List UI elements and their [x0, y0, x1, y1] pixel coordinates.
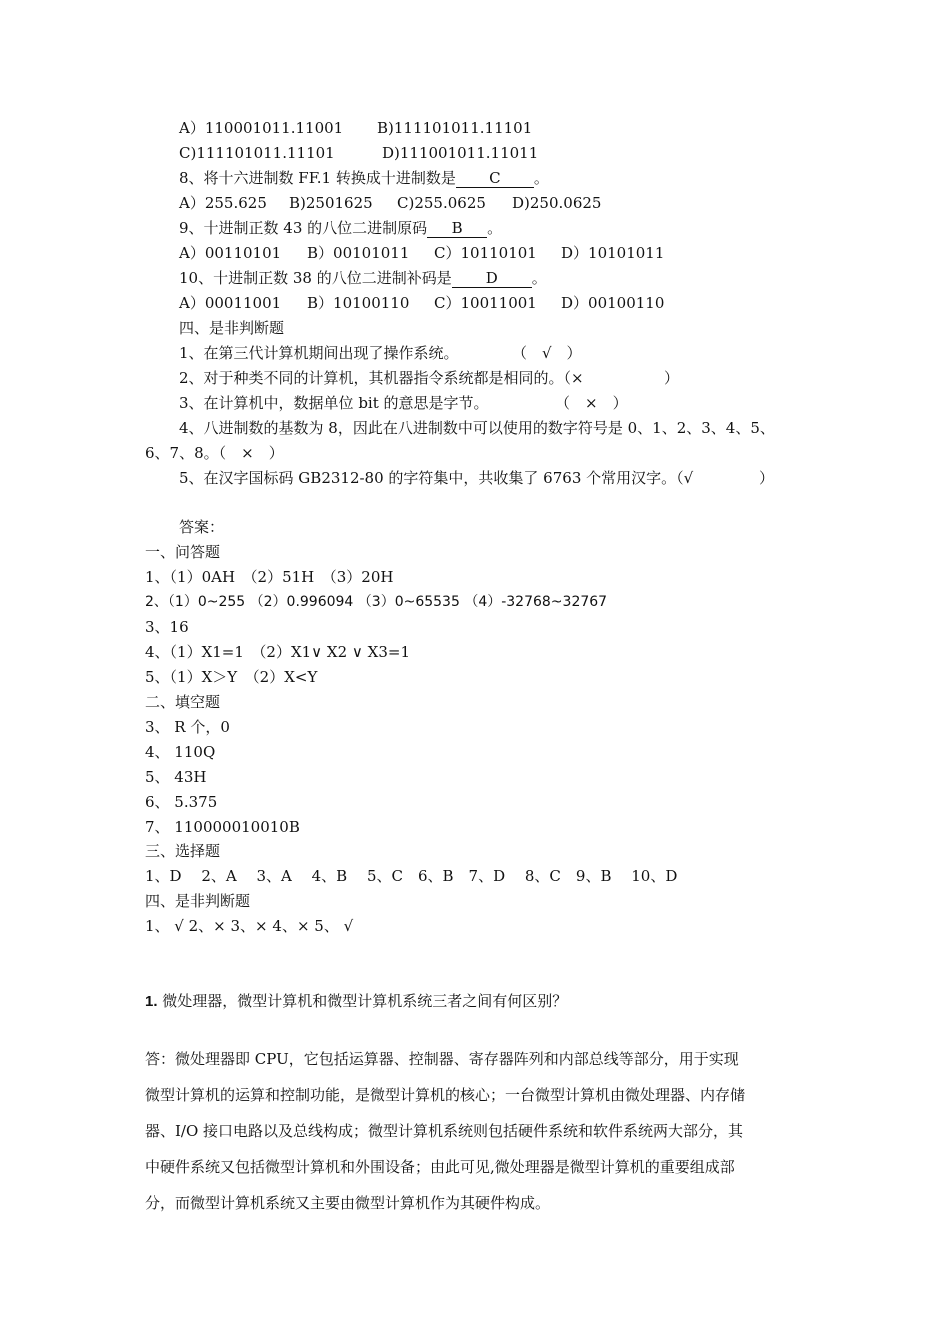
question-1-answer-line-2: 微型计算机的运算和控制功能，是微型计算机的核心；一台微型计算机由微处理器、内存储: [145, 1086, 746, 1104]
q10-option-c: C）10011001: [434, 294, 537, 312]
answers-section-4-title: 四、是非判断题: [145, 892, 251, 910]
answers-section-1-line-5: 5、（1）X＞Y （2）X<Y: [145, 668, 318, 686]
judge-item-2-text: 2、对于种类不同的计算机，其机器指令系统都是相同的。（×: [179, 369, 584, 387]
answers-section-1-title: 一、问答题: [145, 543, 221, 561]
q9-option-a: A）00110101: [179, 244, 282, 262]
q8-options: [179, 193, 601, 213]
q8-option-a: A）255.625: [179, 194, 267, 212]
q7-option-b: B)111101011.11101: [377, 119, 533, 137]
judge-item-1-text: 1、在第三代计算机期间出现了操作系统。: [179, 344, 459, 362]
judge-item-2: [179, 368, 679, 388]
answers-section-3-line: 1、D 2、A 3、A 4、B 5、C 6、B 7、D 8、C 9、B 10、D: [145, 867, 678, 885]
q9-option-c: C）10110101: [434, 244, 537, 262]
judge-section-heading: 四、是非判断题: [179, 319, 285, 337]
judge-item-5-text: 5、在汉字国标码 GB2312-80 的字符集中，共收集了 6763 个常用汉字。（√: [179, 469, 694, 487]
answers-section-1-line-1: 1、（1）0AH （2）51H （3）20H: [145, 568, 394, 586]
q7-options-row2: [179, 143, 538, 163]
q7-options-row1: [179, 118, 532, 138]
q10-end: 。: [531, 269, 547, 287]
q10-option-a: A）00011001: [179, 294, 282, 312]
q10-question: [179, 268, 547, 288]
answers-section-1-line-4: 4、（1）X1=1 （2）X1∨ X2 ∨ X3=1: [145, 643, 411, 661]
q9-question: [179, 218, 502, 238]
judge-item-1: [179, 343, 582, 363]
judge-item-4: 4、八进制数的基数为 8，因此在八进制数中可以使用的数字符号是 0、1、2、3、4、5、: [179, 419, 775, 437]
answers-section-2-line-1: 3、 R 个，0: [145, 718, 230, 736]
judge-item-3: [179, 393, 628, 413]
answers-section-2-line-3: 5、 43H: [145, 768, 207, 786]
question-1-answer-line-1: 答：微处理器即 CPU，它包括运算器、控制器、寄存器阵列和内部总线等部分，用于实现: [145, 1050, 739, 1068]
q10-answer-blank: D: [452, 269, 532, 288]
q8-option-d: D)250.0625: [512, 194, 602, 212]
q7-option-c: C)111101011.11101: [179, 144, 335, 162]
q8-question: [179, 168, 549, 188]
answers-section-2-line-2: 4、 110Q: [145, 743, 216, 761]
q9-option-d: D）10101011: [561, 244, 665, 262]
judge-item-3-mark: （ × ）: [555, 394, 628, 412]
judge-item-5-mark: ）: [759, 469, 775, 487]
answers-section-3-title: 三、选择题: [145, 842, 221, 860]
q7-option-a: A）110001011.11001: [179, 119, 344, 137]
answers-label: 答案：: [179, 518, 225, 536]
judge-item-1-mark: （ √ ）: [512, 344, 582, 362]
judge-item-2-mark: ）: [664, 369, 680, 387]
judge-item-5: [179, 468, 774, 488]
question-1-text: 微处理器，微型计算机和微型计算机系统三者之间有何区别？: [162, 992, 568, 1010]
q9-options: [179, 243, 664, 263]
q7-option-d: D)111001011.11011: [382, 144, 539, 162]
answers-section-1-line-2: 2、（1）0~255 （2）0.996094 （3）0~65535 （4）-32768~32767: [145, 594, 608, 610]
q8-option-b: B)2501625: [289, 194, 373, 212]
q10-options: [179, 293, 664, 313]
answers-section-2-line-4: 6、 5.375: [145, 793, 218, 811]
q9-answer-blank: B: [427, 219, 487, 238]
q8-text: 8、将十六进制数 FF.1 转换成十进制数是: [179, 169, 456, 187]
question-1-number: 1.: [145, 993, 158, 1010]
q10-option-d: D）00100110: [561, 294, 665, 312]
q10-text: 10、十进制正数 38 的八位二进制补码是: [179, 269, 452, 287]
q8-answer-blank: C: [456, 169, 534, 188]
q8-end: 。: [533, 169, 549, 187]
judge-item-3-text: 3、在计算机中，数据单位 bit 的意思是字节。: [179, 394, 489, 412]
question-1-answer-line-5: 分，而微型计算机系统又主要由微型计算机作为其硬件构成。: [145, 1194, 551, 1212]
question-1-heading: [145, 990, 567, 1013]
answers-section-2-title: 二、填空题: [145, 693, 221, 711]
judge-item-4-continued: 6、7、8。（ × ）: [145, 444, 284, 462]
question-1-answer-line-3: 器、I/O 接口电路以及总线构成；微型计算机系统则包括硬件系统和软件系统两大部分，其: [145, 1122, 744, 1140]
answers-section-1-line-3: 3、16: [145, 618, 189, 636]
q8-option-c: C)255.0625: [397, 194, 486, 212]
q10-option-b: B）10100110: [307, 294, 410, 312]
q9-text: 9、十进制正数 43 的八位二进制原码: [179, 219, 428, 237]
q9-option-b: B）00101011: [307, 244, 410, 262]
q9-end: 。: [487, 219, 503, 237]
question-1-answer-line-4: 中硬件系统又包括微型计算机和外围设备；由此可见,微处理器是微型计算机的重要组成部: [145, 1158, 735, 1176]
answers-section-2-line-5: 7、 110000010010B: [145, 818, 300, 836]
answers-section-4-line: 1、 √ 2、× 3、× 4、× 5、 √: [145, 917, 354, 935]
